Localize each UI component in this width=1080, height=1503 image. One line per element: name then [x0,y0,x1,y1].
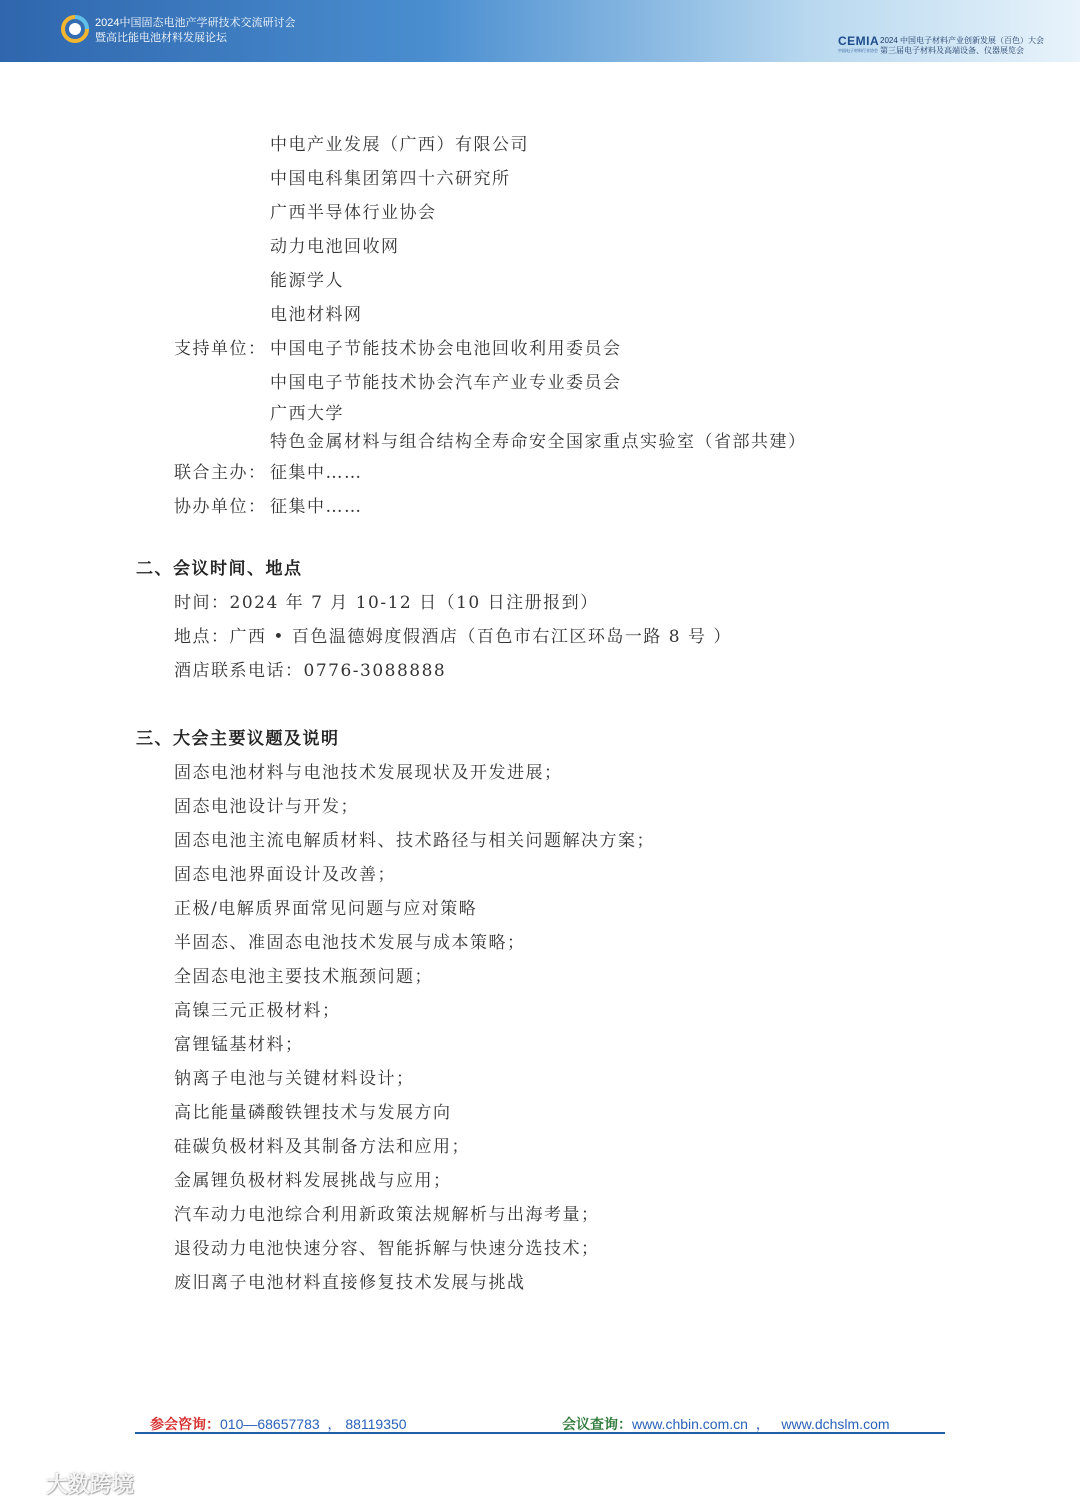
footer-consult [150,1414,407,1434]
section3-heading: 三、大会主要议题及说明 [136,729,340,749]
support-item: 广西大学 [270,404,344,424]
support-item: 中国电子节能技术协会汽车产业专业委员会 [270,373,622,393]
support-label: 支持单位： [174,339,267,359]
topic-item: 高比能量磷酸铁锂技术与发展方向 [174,1103,452,1123]
query-label: 会议查询： [562,1416,632,1432]
organizer-item: 中电产业发展（广西）有限公司 [270,135,529,155]
topic-item: 退役动力电池快速分容、智能拆解与快速分选技术； [174,1239,600,1259]
support-item: 中国电子节能技术协会电池回收利用委员会 [270,339,622,359]
hotel-phone: 酒店联系电话：0776-3088888 [174,661,447,681]
header-left-title-line1: 2024中国固态电池产学研技术交流研讨会 [95,17,296,29]
topic-item: 固态电池材料与电池技术发展现状及开发进展； [174,763,563,783]
meeting-place: 地点：广西 • 百色温德姆度假酒店（百色市右江区环岛一路 8 号 ） [174,627,732,647]
topic-item: 富锂锰基材料； [174,1035,304,1055]
watermark [8,1468,134,1499]
topic-item: 钠离子电池与关键材料设计； [174,1069,415,1089]
co-organizer-label: 协办单位： [174,497,267,517]
cemia-logo-subtitle: 中国电子材料行业协会 [838,48,878,53]
organizer-item: 动力电池回收网 [270,237,400,257]
separator: ， [747,1416,782,1432]
watermark-text: 大数跨境 [46,1472,135,1497]
topic-item: 正极/电解质界面常见问题与应对策略 [174,899,478,919]
query-site-1-link[interactable]: www.chbin.com.cn [632,1416,748,1432]
consult-label: 参会咨询： [150,1416,220,1432]
header-left-title [95,16,295,46]
meeting-time: 时间：2024 年 7 月 10-12 日（10 日注册报到） [174,593,599,613]
consult-phone-1[interactable]: 010—68657783 [220,1416,320,1432]
support-item: 特色金属材料与组合结构全寿命安全国家重点实验室（省部共建） [270,432,807,452]
topic-item: 废旧离子电池材料直接修复技术发展与挑战 [174,1273,526,1293]
header-left-title-line2: 暨高比能电池材料发展论坛 [95,32,227,44]
organizer-item: 广西半导体行业协会 [270,203,437,223]
topic-item: 固态电池主流电解质材料、技术路径与相关问题解决方案； [174,831,655,851]
organizer-item: 能源学人 [270,271,344,291]
watermark-logo-icon [8,1475,42,1497]
joint-host-value: 征集中…… [270,463,363,483]
co-organizer-value: 征集中…… [270,497,363,517]
joint-host-label: 联合主办： [174,463,267,483]
query-site-2-link[interactable]: www.dchslm.com [781,1416,890,1432]
separator: ， [319,1416,346,1432]
footer-query [562,1414,890,1434]
conference-logo-icon [60,14,90,44]
topic-item: 金属锂负极材料发展挑战与应用； [174,1171,452,1191]
organizer-item: 中国电科集团第四十六研究所 [270,169,511,189]
cemia-logo: CEMIA [838,34,880,48]
topic-item: 汽车动力电池综合利用新政策法规解析与出海考量； [174,1205,600,1225]
topic-item: 全固态电池主要技术瓶颈问题； [174,967,433,987]
topic-item: 半固态、准固态电池技术发展与成本策略； [174,933,526,953]
header-right-title [880,36,1044,56]
section2-heading: 二、会议时间、地点 [136,559,303,579]
footer-divider [135,1432,945,1434]
header-right-title-line1: 2024 中国电子材料产业创新发展（百色）大会 [880,36,1045,45]
header-banner [0,0,1080,62]
organizer-item: 电池材料网 [270,305,363,325]
topic-item: 高镍三元正极材料； [174,1001,341,1021]
header-right-title-line2: 第三届电子材料及高端设备、仪器展览会 [880,46,1024,55]
topic-item: 固态电池设计与开发； [174,797,359,817]
topic-item: 固态电池界面设计及改善； [174,865,396,885]
consult-phone-2[interactable]: 88119350 [345,1416,407,1432]
topic-item: 硅碳负极材料及其制备方法和应用； [174,1137,470,1157]
